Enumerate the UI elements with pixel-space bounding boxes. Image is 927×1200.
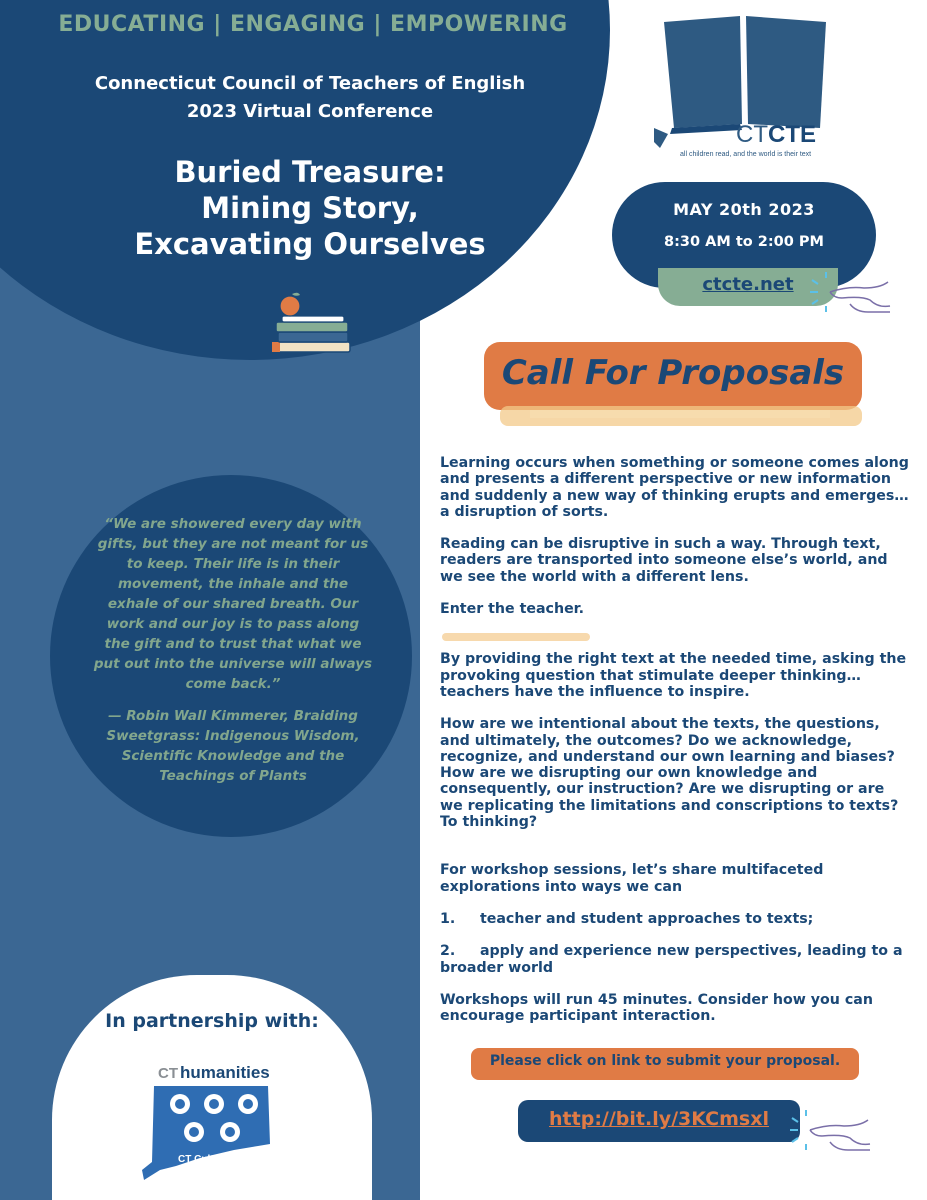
submit-instruction: Please click on link to submit your proposal. xyxy=(489,1053,841,1069)
pointing-hand-icon xyxy=(808,270,894,320)
theme-line-3: Excavating Ourselves xyxy=(134,227,486,261)
ctcte-logo xyxy=(650,12,840,162)
paragraph-2: Reading can be disruptive in such a way. Through text, readers are transported into someone else’s world, and we see the world with a different lens. xyxy=(440,536,893,585)
paragraph-4: By providing the right text at the needed time, asking the provoking question that stimulate deeper thinking… teachers have the influence to inspire. xyxy=(440,651,912,700)
tagline: EDUCATING | ENGAGING | EMPOWERING xyxy=(58,12,568,37)
logo-humanities-text: humanities xyxy=(180,1063,270,1082)
ct-humanities-logo xyxy=(140,1058,280,1182)
logo-motto: all children read, and the world is their text xyxy=(680,151,812,158)
ct-humanities-icon xyxy=(140,1058,280,1182)
event-time: 8:30 AM to 2:00 PM xyxy=(664,234,824,250)
decorative-brush-stroke xyxy=(500,402,862,432)
pointing-hand-icon xyxy=(788,1108,874,1158)
submission-link[interactable]: http://bit.ly/3KCmsxl xyxy=(549,1108,769,1130)
paragraph-5: How are we intentional about the texts, the questions, and ultimately, the outcomes? Do we acknowledge, recognize, and understand our own learning and biases? How are we disrupting our own knowledge and consequently, our instruction? Are we disrupting or are we replicating the limitations and conscriptions to texts? To thinking? xyxy=(440,716,904,831)
event-date: MAY 20th 2023 xyxy=(673,200,815,219)
paragraph-3: Enter the teacher. xyxy=(440,601,585,618)
logo-ct-text: CT xyxy=(736,121,768,148)
conference-name: 2023 Virtual Conference xyxy=(186,101,434,122)
list-item-1: 1. teacher and student approaches to texts; xyxy=(440,910,814,927)
theme-line-2: Mining Story, xyxy=(201,191,419,225)
organization-title xyxy=(40,70,580,126)
decorative-brush-stroke-small xyxy=(442,630,590,644)
org-name: Connecticut Council of Teachers of English xyxy=(94,73,526,94)
quote-attribution: — Robin Wall Kimmerer, Braiding Sweetgrass: Indigenous Wisdom, Scientific Knowledge and the Teachings of Plants xyxy=(106,708,360,784)
logo-ct-text: CT xyxy=(158,1065,178,1082)
list-item-2: 2. apply and experience new perspectives, leading to a broader world xyxy=(440,943,908,976)
paragraph-7: Workshops will run 45 minutes. Consider how you can encourage participant interaction. xyxy=(440,991,878,1025)
proposal-description xyxy=(440,455,914,1040)
paragraph-1: Learning occurs when something or someone comes along and presents a different perspective or new information and suddenly a new way of thinking erupts and emerges… a disruption of sorts. xyxy=(440,455,914,520)
theme-line-1: Buried Treasure: xyxy=(174,155,446,189)
conference-theme xyxy=(70,154,550,262)
paragraph-6: For workshop sessions, let’s share multifaceted explorations into ways we can xyxy=(440,862,829,895)
website-link[interactable]: ctcte.net xyxy=(702,274,794,295)
call-for-proposals-heading: Call For Proposals xyxy=(501,353,845,393)
books-apple-icon xyxy=(268,290,352,354)
partnership-label: In partnership with: xyxy=(105,1010,319,1032)
quote-text: “We are showered every day with gifts, but they are not meant for us to keep. Their life is in their movement, the inhale and the exhale of our shared breath. Our work and our joy is to pass along the gift and to trust that what we put out into the universe will always come back.” xyxy=(93,516,373,692)
logo-fund-text: CT Cultural Fund xyxy=(178,1154,260,1165)
open-book-logo-icon xyxy=(650,12,840,162)
logo-cte-text: CTE xyxy=(768,121,816,148)
